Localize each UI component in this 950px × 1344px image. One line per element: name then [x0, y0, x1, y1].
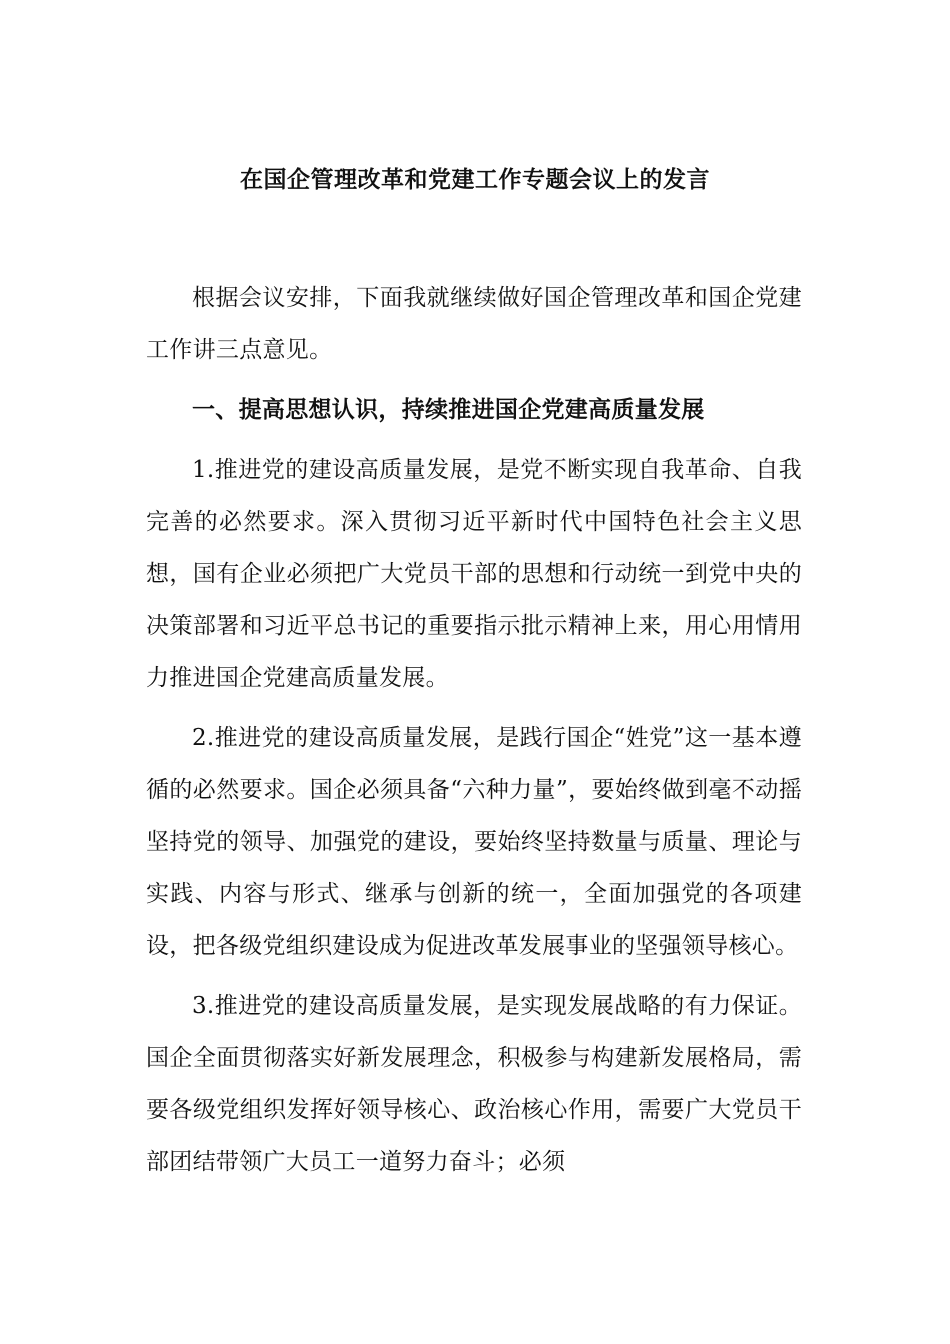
- paragraph-2: 2.推进党的建设高质量发展，是践行国企“姓党”这一基本遵循的必然要求。国企必须具备“六种力量”，要始终做到毫不动摇坚持党的领导、加强党的建设，要始终坚持数量与质量、理论与实践、内容与形式、继承与创新的统一，全面加强党的各项建设，把各级党组织建设成为促进改革发展事业的坚强领导核心。: [146, 725, 802, 959]
- document-body: [146, 272, 802, 1196]
- document-title: 在国企管理改革和党建工作专题会议上的发言: [240, 166, 710, 193]
- paragraph-1: 1.推进党的建设高质量发展，是党不断实现自我革命、自我完善的必然要求。深入贯彻习近平新时代中国特色社会主义思想，国有企业必须把广大党员干部的思想和行动统一到党中央的决策部署和习近平总书记的重要指示批示精神上来，用心用情用力推进国企党建高质量发展。: [146, 457, 802, 691]
- section-heading: 一、提高思想认识，持续推进国企党建高质量发展: [192, 396, 705, 423]
- intro-paragraph: 根据会议安排，下面我就继续做好国企管理改革和国企党建工作讲三点意见。: [146, 285, 802, 363]
- paragraph-3: 3.推进党的建设高质量发展，是实现发展战略的有力保证。国企全面贯彻落实好新发展理念，积极参与构建新发展格局，需要各级党组织发挥好领导核心、政治核心作用，需要广大党员干部团结带领广大员工一道努力奋斗；必须: [146, 993, 802, 1175]
